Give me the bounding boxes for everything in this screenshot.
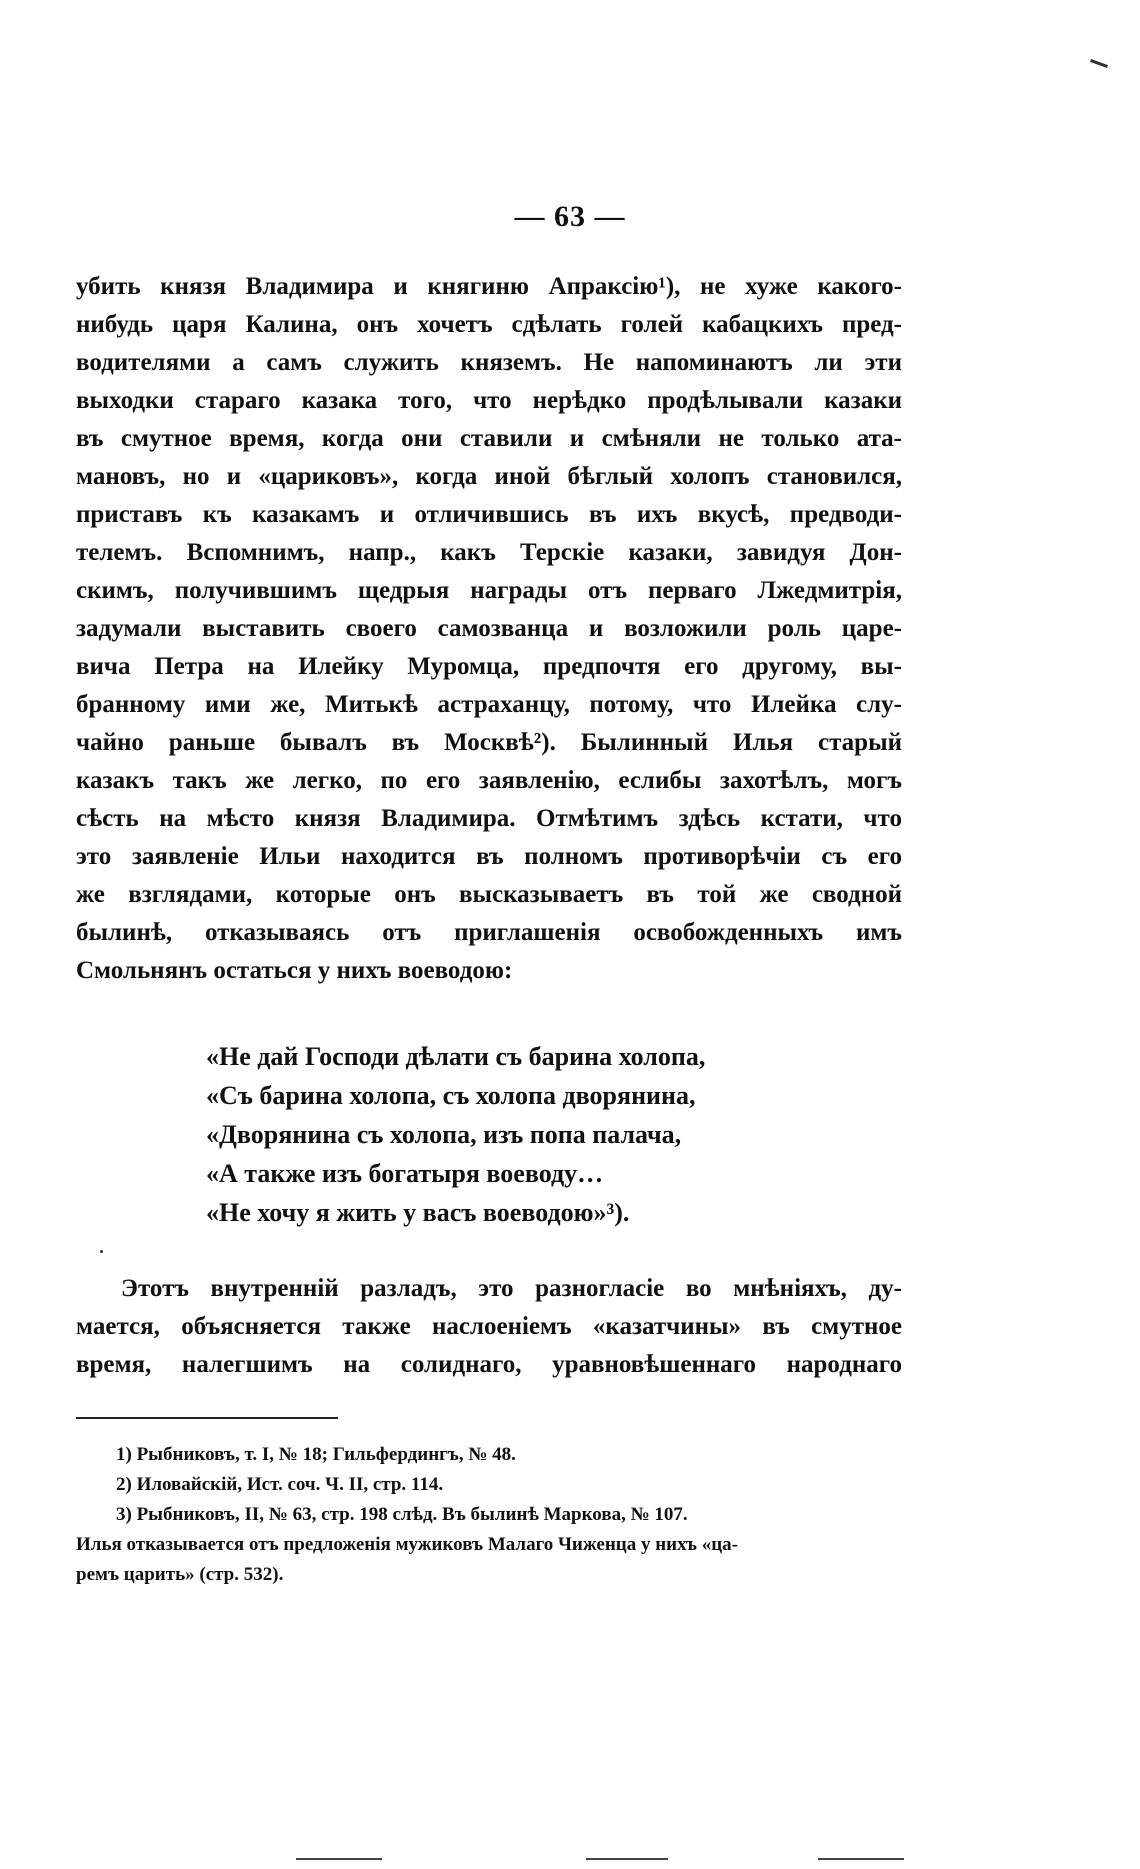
- text-line: вича Петра на Илейку Муромца, предпочтя его другому, вы-: [76, 653, 902, 680]
- verse-line: «Не хочу я жить у васъ воеводою»³).: [206, 1198, 630, 1227]
- text-line: это заявленіе Ильи находится въ полномъ противорѣчіи съ его: [76, 843, 902, 870]
- footnote-item: 3) Рыбниковъ, II, № 63, стр. 198 слѣд. Въ былинѣ Маркова, № 107.: [116, 1504, 688, 1525]
- text-line: же взглядами, которые онъ высказываетъ въ той же сводной: [76, 881, 902, 908]
- text-line: мается, объясняется также наслоеніемъ «казатчины» въ смутное: [76, 1313, 902, 1340]
- verse-line: «Не дай Господи дѣлати съ барина холопа,: [206, 1042, 706, 1071]
- text-line: нибудь царя Калина, онъ хочетъ сдѣлать голей кабацкихъ пред-: [76, 311, 902, 338]
- text-line: водителями а самъ служить княземъ. Не напоминаютъ ли эти: [76, 349, 902, 376]
- scan-edge-line: [586, 1858, 668, 1860]
- text-line: задумали выставить своего самозванца и возложили роль царе-: [76, 615, 902, 642]
- verse-line: «Дворянина съ холопа, изъ попа палача,: [206, 1120, 682, 1149]
- text-line: въ смутное время, когда они ставили и смѣняли не только ата-: [76, 425, 902, 452]
- text-line: Смольнянъ остаться у нихъ воеводою:: [76, 957, 513, 984]
- scan-speck: [100, 1250, 103, 1253]
- verse-line: «А также изъ богатыря воеводу…: [206, 1159, 604, 1188]
- text-line: телемъ. Вспомнимъ, напр., какъ Терскіе казаки, завидуя Дон-: [76, 539, 902, 566]
- footnote-item: 1) Рыбниковъ, т. I, № 18; Гильфердингъ, № 48.: [116, 1444, 516, 1465]
- paragraph-2: [76, 1270, 902, 1384]
- paragraph-1: [76, 268, 902, 990]
- text-line: былинѣ, отказываясь отъ приглашенія освобожденныхъ имъ: [76, 919, 902, 946]
- text-line: Этотъ внутренній разладъ, это разногласіе во мнѣніяхъ, ду-: [121, 1275, 902, 1302]
- footnotes: [76, 1440, 876, 1590]
- text-line: казакъ такъ же легко, по его заявленію, еслибы захотѣлъ, могъ: [76, 767, 902, 794]
- text-line: выходки стараго казака того, что нерѣдко продѣлывали казаки: [76, 387, 902, 414]
- footnote-item: Илья отказывается отъ предложенія мужиковъ Малаго Чиженца у нихъ «ца-: [76, 1534, 739, 1555]
- text-line: убить князя Владимира и княгиню Апраксію¹), не хуже какого-: [76, 273, 902, 300]
- text-line: бранному ими же, Митькѣ астраханцу, потому, что Илейка слу-: [76, 691, 902, 718]
- text-line: скимъ, получившимъ щедрыя награды отъ перваго Лжедмитрія,: [76, 577, 902, 604]
- text-line: приставъ къ казакамъ и отличившись въ ихъ вкусѣ, предводи-: [76, 501, 902, 528]
- text-line: чайно раньше бывалъ въ Москвѣ²). Былинный Илья старый: [76, 729, 902, 756]
- text-line: время, налегшимъ на солиднаго, уравновѣшеннаго народнаго: [76, 1351, 902, 1378]
- footnote-item: ремъ царить» (стр. 532).: [76, 1564, 284, 1585]
- text-line: сѣсть на мѣсто князя Владимира. Отмѣтимъ здѣсь кстати, что: [76, 805, 902, 832]
- scan-edge-line: [818, 1858, 904, 1860]
- text-line: мановъ, но и «цариковъ», когда иной бѣглый холопъ становился,: [76, 463, 902, 490]
- scan-edge-line: [296, 1858, 382, 1860]
- footnote-item: 2) Иловайскій, Ист. соч. Ч. II, стр. 114.: [116, 1474, 444, 1495]
- scan-mark: [1090, 59, 1108, 68]
- verse-line: «Съ барина холопа, съ холопа дворянина,: [206, 1081, 696, 1110]
- page-number: — 63 —: [514, 200, 626, 233]
- verse-quote: [206, 1037, 705, 1232]
- footnote-divider: [76, 1417, 338, 1419]
